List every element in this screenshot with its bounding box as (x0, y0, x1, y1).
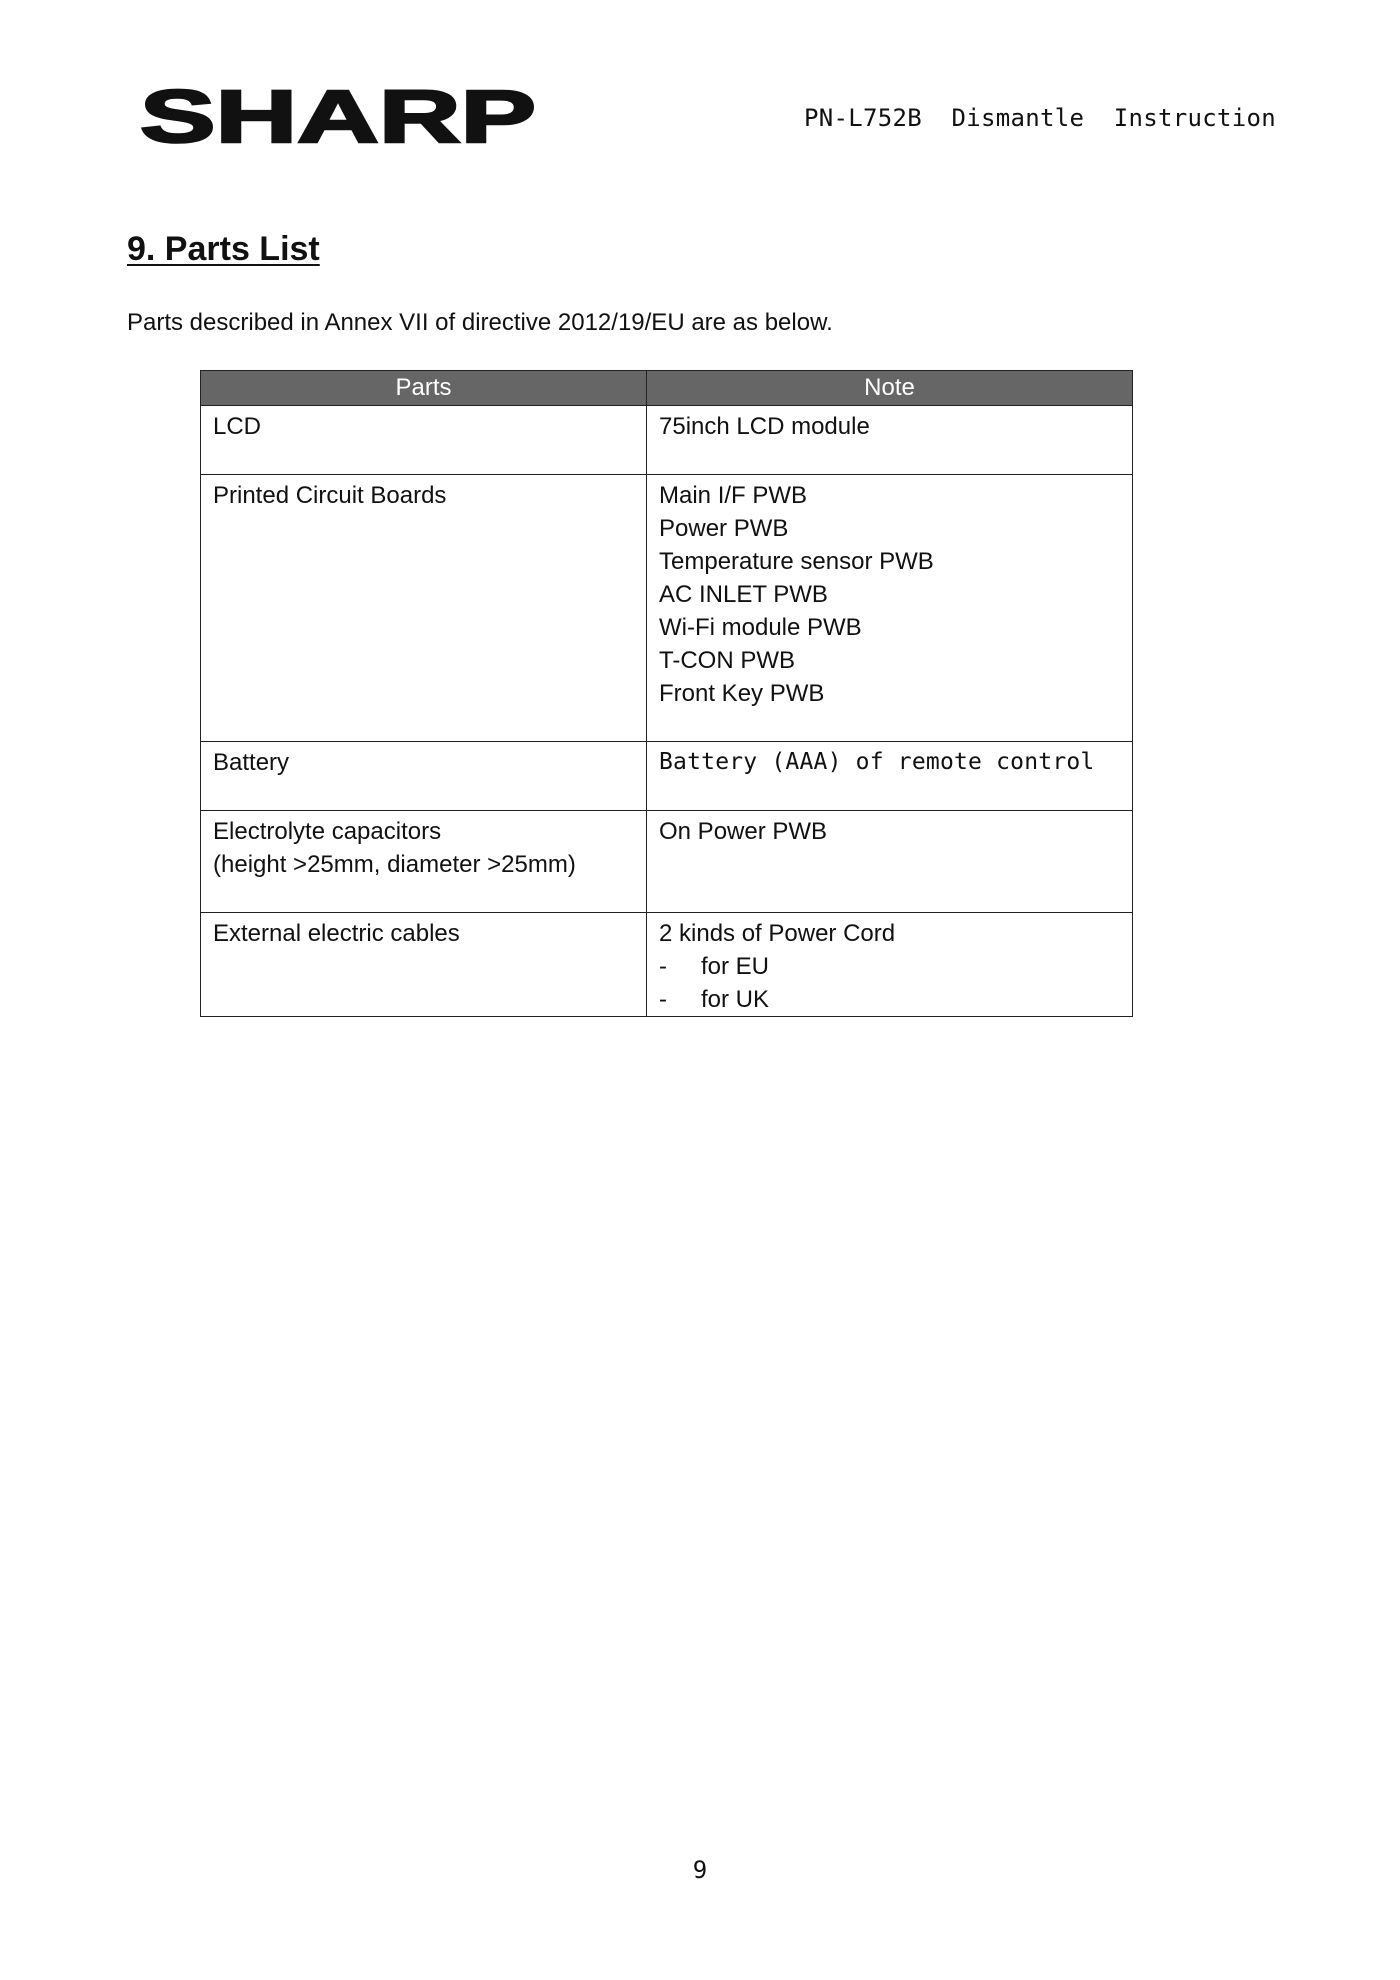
parts-cell-text: Battery (213, 749, 290, 776)
parts-cell-text: (height >25mm, diameter >25mm) (213, 851, 576, 878)
parts-cell-text: LCD (213, 413, 262, 440)
note-cell-text: Battery (AAA) of remote control (659, 749, 1095, 775)
parts-cell (201, 742, 647, 811)
note-cell-text: T-CON PWB (659, 647, 795, 674)
note-bullet-item (659, 950, 1120, 983)
note-cell (647, 475, 1133, 742)
bullet-text: for EU (701, 953, 770, 980)
intro-text: Parts described in Annex VII of directive 2012/19/EU are as below. (127, 309, 833, 336)
document-title: PN-L752B Dismantle Instruction (804, 104, 1276, 132)
note-cell (647, 913, 1133, 1017)
sharp-logo (140, 86, 540, 150)
section-title: 9. Parts List (127, 230, 320, 268)
note-cell-text: Temperature sensor PWB (659, 548, 934, 575)
note-cell (647, 742, 1133, 811)
note-cell-text: AC INLET PWB (659, 581, 828, 608)
table-row (201, 475, 1133, 742)
table-row (201, 406, 1133, 475)
note-cell-text: Wi-Fi module PWB (659, 614, 862, 641)
parts-cell-text: Printed Circuit Boards (213, 482, 447, 509)
table-row (201, 742, 1133, 811)
table-header-row (201, 371, 1133, 406)
parts-cell (201, 475, 647, 742)
note-cell-text: Main I/F PWB (659, 482, 808, 509)
column-header-parts: Parts (201, 371, 647, 406)
table-row (201, 913, 1133, 1017)
parts-cell (201, 913, 647, 1017)
table-row (201, 811, 1133, 913)
bullet-dash: - (659, 953, 667, 980)
note-cell-text: 75inch LCD module (659, 413, 870, 440)
note-cell-text: 2 kinds of Power Cord (659, 920, 896, 947)
parts-cell-text: Electrolyte capacitors (213, 818, 442, 845)
note-cell-text: Front Key PWB (659, 680, 825, 707)
parts-table (200, 370, 1133, 1017)
bullet-dash: - (659, 986, 667, 1013)
note-cell (647, 406, 1133, 475)
sharp-logo-text: SHARP (140, 86, 536, 150)
sharp-logo-graphic (140, 86, 540, 150)
page-number: 9 (692, 1856, 708, 1884)
note-cell-text: Power PWB (659, 515, 789, 542)
parts-cell (201, 406, 647, 475)
parts-cell-text: External electric cables (213, 920, 460, 947)
note-cell-text: On Power PWB (659, 818, 828, 845)
parts-cell (201, 811, 647, 913)
note-cell (647, 811, 1133, 913)
column-header-note: Note (647, 371, 1133, 406)
bullet-text: for UK (701, 986, 770, 1013)
note-bullet-item (659, 983, 1120, 1016)
